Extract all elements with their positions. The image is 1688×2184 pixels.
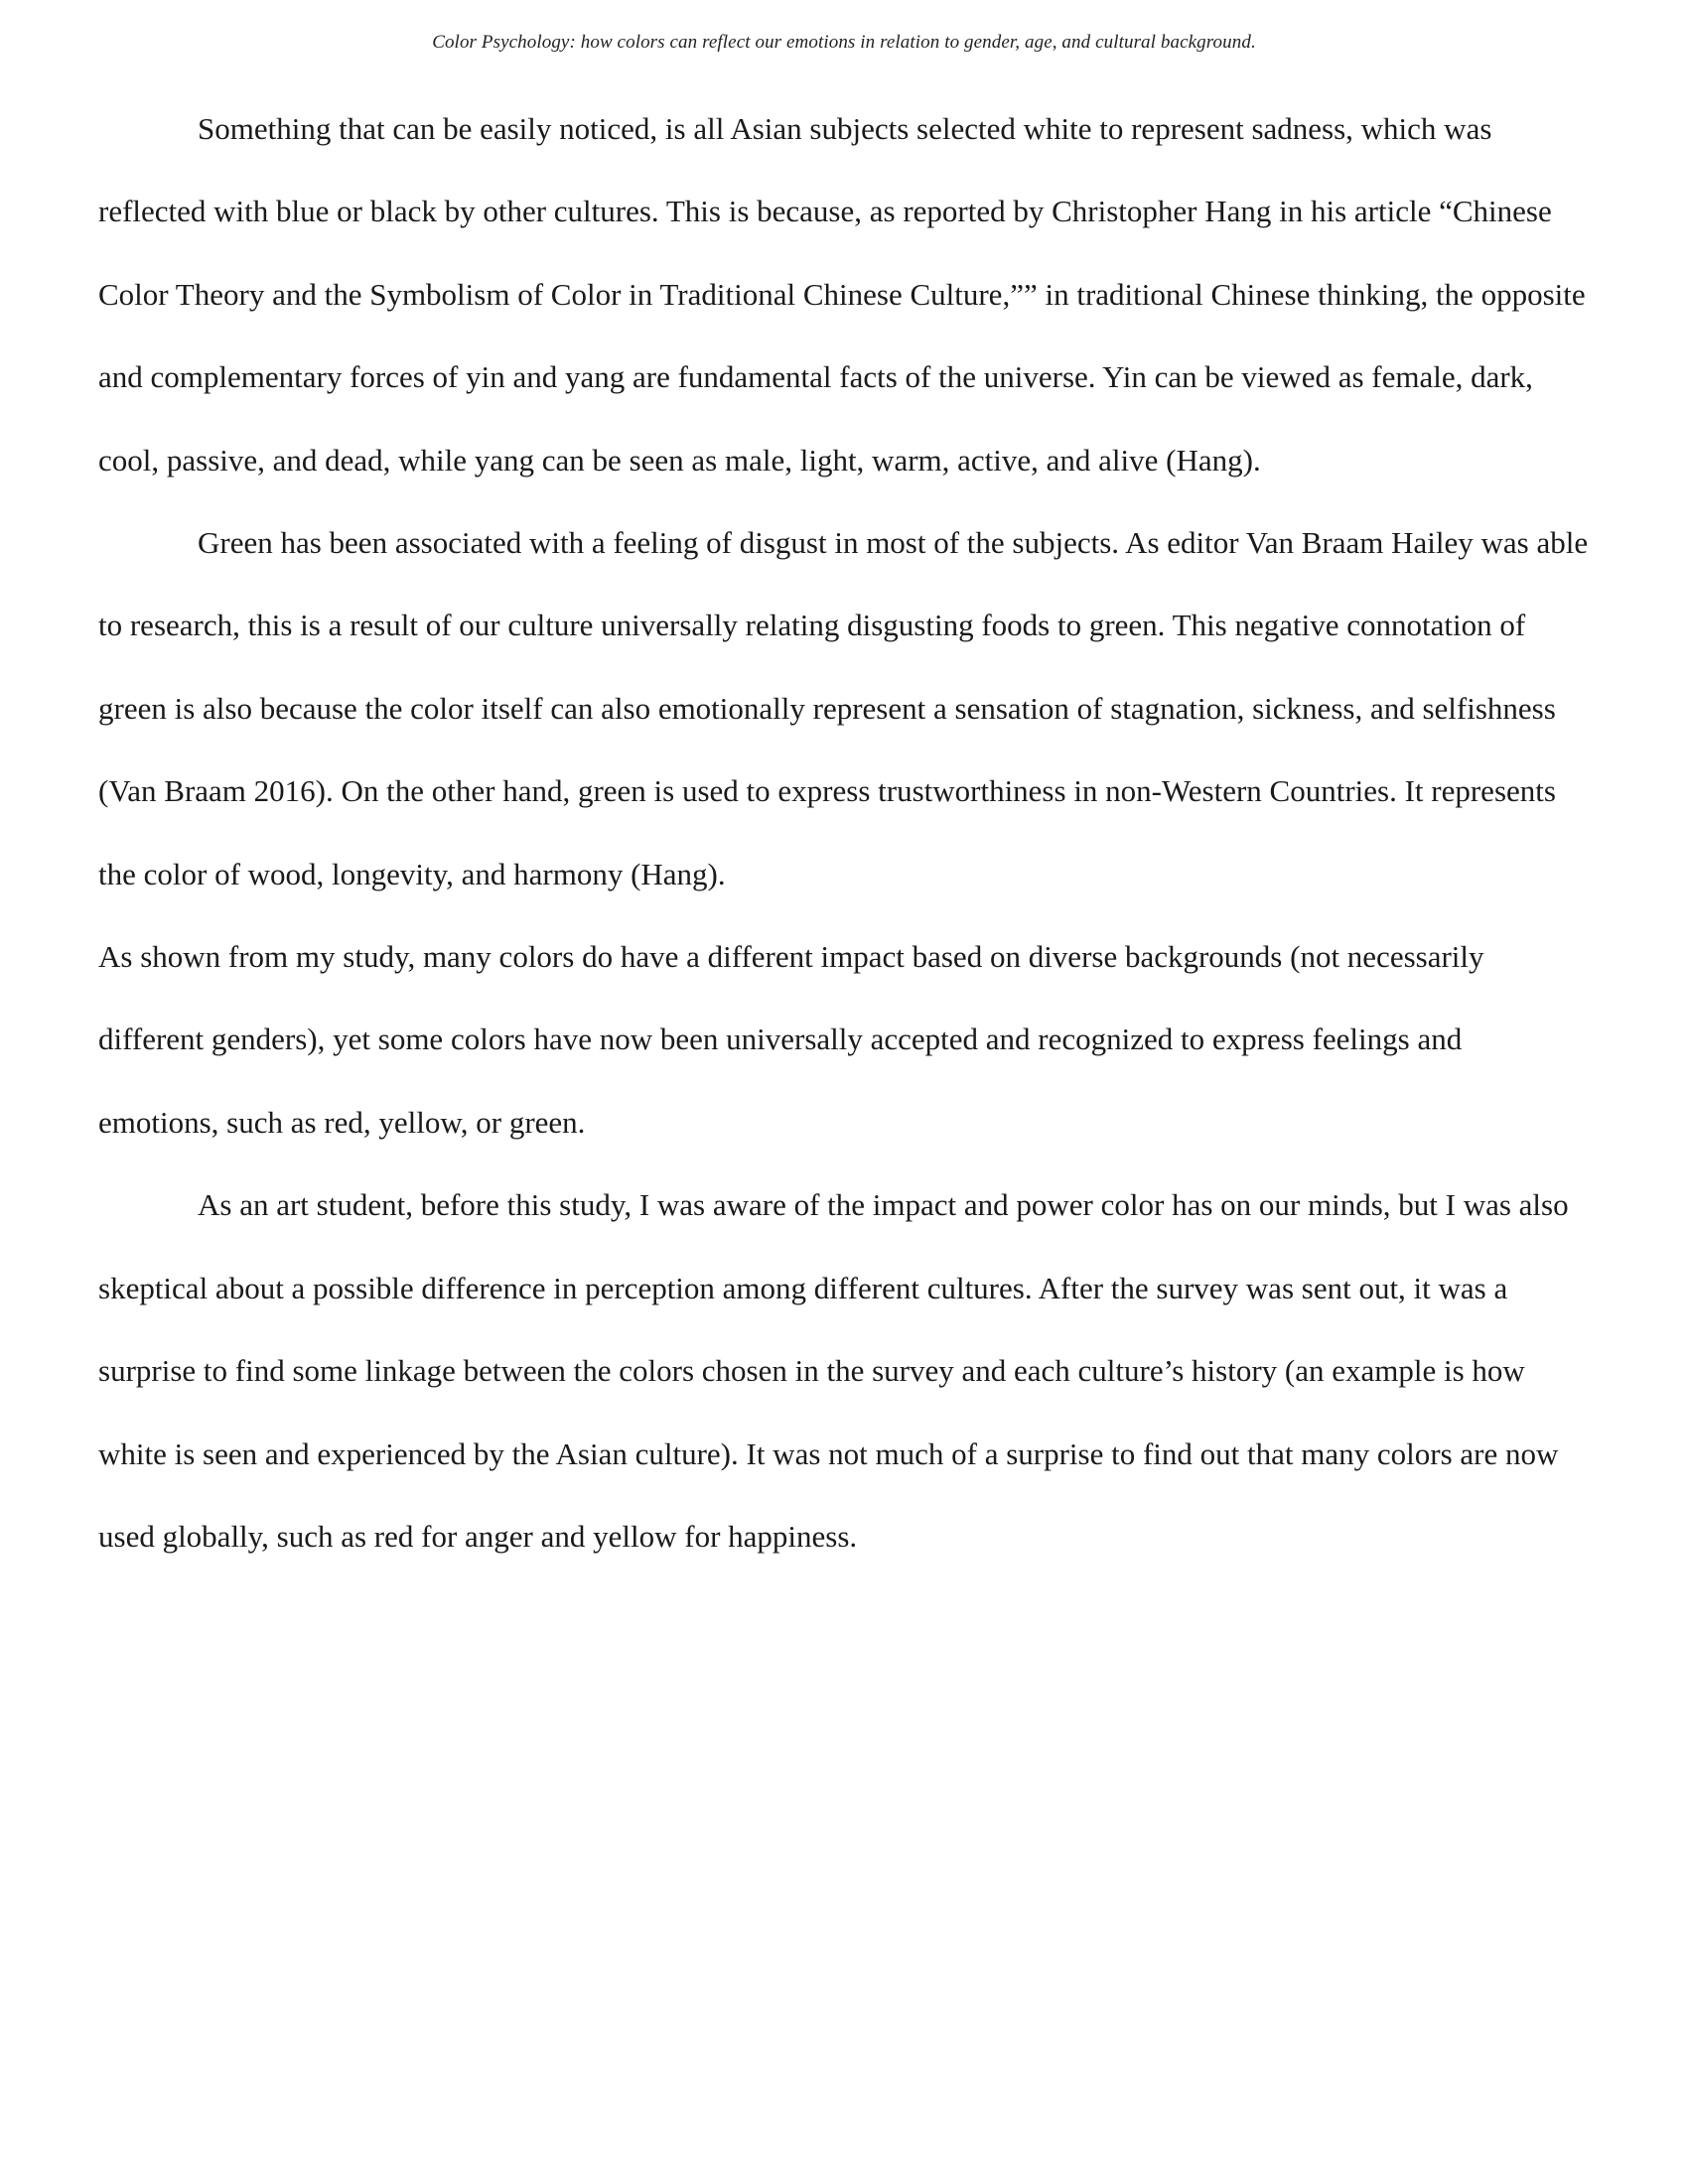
running-header: Color Psychology: how colors can reflect our emotions in relation to gender, age, and cultural background. <box>432 32 1256 53</box>
paragraph-2: Green has been associated with a feeling of disgust in most of the subjects. As editor Van Braam Hailey was able to research, this is a result of our culture universally relating disgusting foods to green. This negative connotation of green is also because the color itself can also emotionally represent a sensation of stagnation, sickness, and selfishness (Van Braam 2016). On the other hand, green is used to express trustworthiness in non-Western Countries. It represents the color of wood, longevity, and harmony (Hang). <box>98 525 1589 891</box>
paragraph-4: As an art student, before this study, I was aware of the impact and power color has on our minds, but I was also skeptical about a possible difference in perception among different cultures. After the survey was sent out, it was a surprise to find some linkage between the colors chosen in the survey and each culture’s history (an example is how white is seen and experienced by the Asian culture). It was not much of a surprise to find out that many colors are now used globally, such as red for anger and yellow for happiness. <box>98 1187 1569 1554</box>
paragraph-3: As shown from my study, many colors do have a different impact based on diverse backgrounds (not necessarily different genders), yet some colors have now been universally accepted and recognized to express feelings and emotions, such as red, yellow, or green. <box>98 939 1484 1140</box>
body-text <box>98 87 1590 1577</box>
paragraph-1: Something that can be easily noticed, is all Asian subjects selected white to represent sadness, which was reflected with blue or black by other cultures. This is because, as reported by Christopher Hang in his article “Chinese Color Theory and the Symbolism of Color in Traditional Chinese Culture,”” in traditional Chinese thinking, the opposite and complementary forces of yin and yang are fundamental facts of the universe. Yin can be viewed as female, dark, cool, passive, and dead, while yang can be seen as male, light, warm, active, and alive (Hang). <box>98 111 1586 478</box>
